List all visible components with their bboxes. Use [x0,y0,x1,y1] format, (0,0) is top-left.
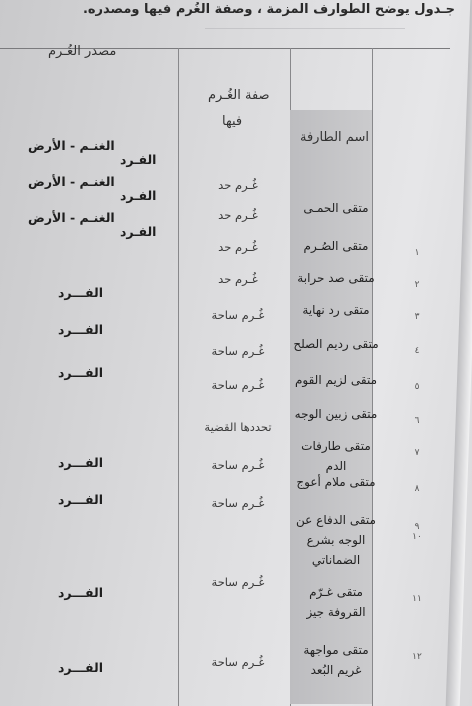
row-name: متقى صد حرابة [297,271,375,285]
row-number: ٩ [414,522,420,532]
page-edge [446,0,472,706]
row-name: متقى طارفات الدم [301,439,371,473]
header-source: مصدر الغُـرم [48,44,117,59]
header-type-line2: فيها [222,114,243,129]
row-name: متقى زبين الوجه [294,407,378,421]
row-type: غُـرم حد [218,240,258,254]
row-number: ١١ [412,594,422,604]
row-source: الفـــرد [58,365,103,380]
header-rule [205,28,405,41]
row-number: ٣ [414,312,420,322]
row-number: ٤ [414,346,420,356]
row-type: غُـرم حد [218,178,258,192]
row-number: ٢ [414,280,420,290]
row-number: ٥ [414,382,420,392]
row-type: غُـرم ساحة [211,575,265,589]
row-type: غُـرم ساحة [211,458,265,472]
row-source-line: الغنـم - الأرض [28,138,115,153]
row-number: ١٠ [412,532,422,542]
row-name: متقى لزيم القوم [294,373,378,387]
row-type: تحددها القضية [204,420,272,434]
row-source-line: الغنـم - الأرض [28,210,115,225]
row-source-top: الفـرد [120,152,157,167]
row-source-top: الفـرد [120,188,157,203]
row-name: متقى الحمـى [303,201,369,215]
row-number: ١٢ [412,652,422,662]
row-source: الفـــرد [58,492,103,507]
row-source: الفـــرد [58,660,103,675]
row-type: غُـرم ساحة [211,344,265,358]
row-source: الفـــرد [58,322,103,337]
table-caption: جـدول يوضح الطوارف المزمة ، وصفة الغُرم فيها ومصدره. [82,2,455,17]
row-number: ١ [414,248,420,258]
header-type-line1: صفة الغُـرم [208,88,270,103]
row-source-line: الغنـم - الأرض [28,174,115,189]
row-name: متقى مواجهة غريم البُعد [303,643,369,677]
row-type: غُـرم حد [218,208,258,222]
row-name: متقى الدفاع عن الوجه بشرع الضماناتي [296,513,376,567]
row-number: ٧ [414,448,420,458]
row-source-top: الفـرد [120,224,157,239]
row-type: غُـرم ساحة [211,308,265,322]
row-number: ٦ [414,416,420,426]
row-type: غُـرم ساحة [211,378,265,392]
header-name: اسم الطارفة [300,130,369,145]
row-number: ٨ [414,484,420,494]
row-type: غُـرم ساحة [211,655,265,669]
row-type: غُـرم ساحة [211,496,265,510]
row-source: الفـــرد [58,285,103,300]
row-source: الفـــرد [58,585,103,600]
row-name: متقى ملام أعوج [296,475,376,489]
row-name: متقى رد نهاية [302,303,370,317]
row-name: متقى الصُـرم [303,239,369,253]
row-source: الفـــرد [58,455,103,470]
row-name: متقى رديم الصلح [293,337,379,351]
row-name: متقى غـرّم القروفة جيز [306,585,366,619]
row-type: غُـرم حد [218,272,258,286]
column-divider-1 [178,48,179,706]
